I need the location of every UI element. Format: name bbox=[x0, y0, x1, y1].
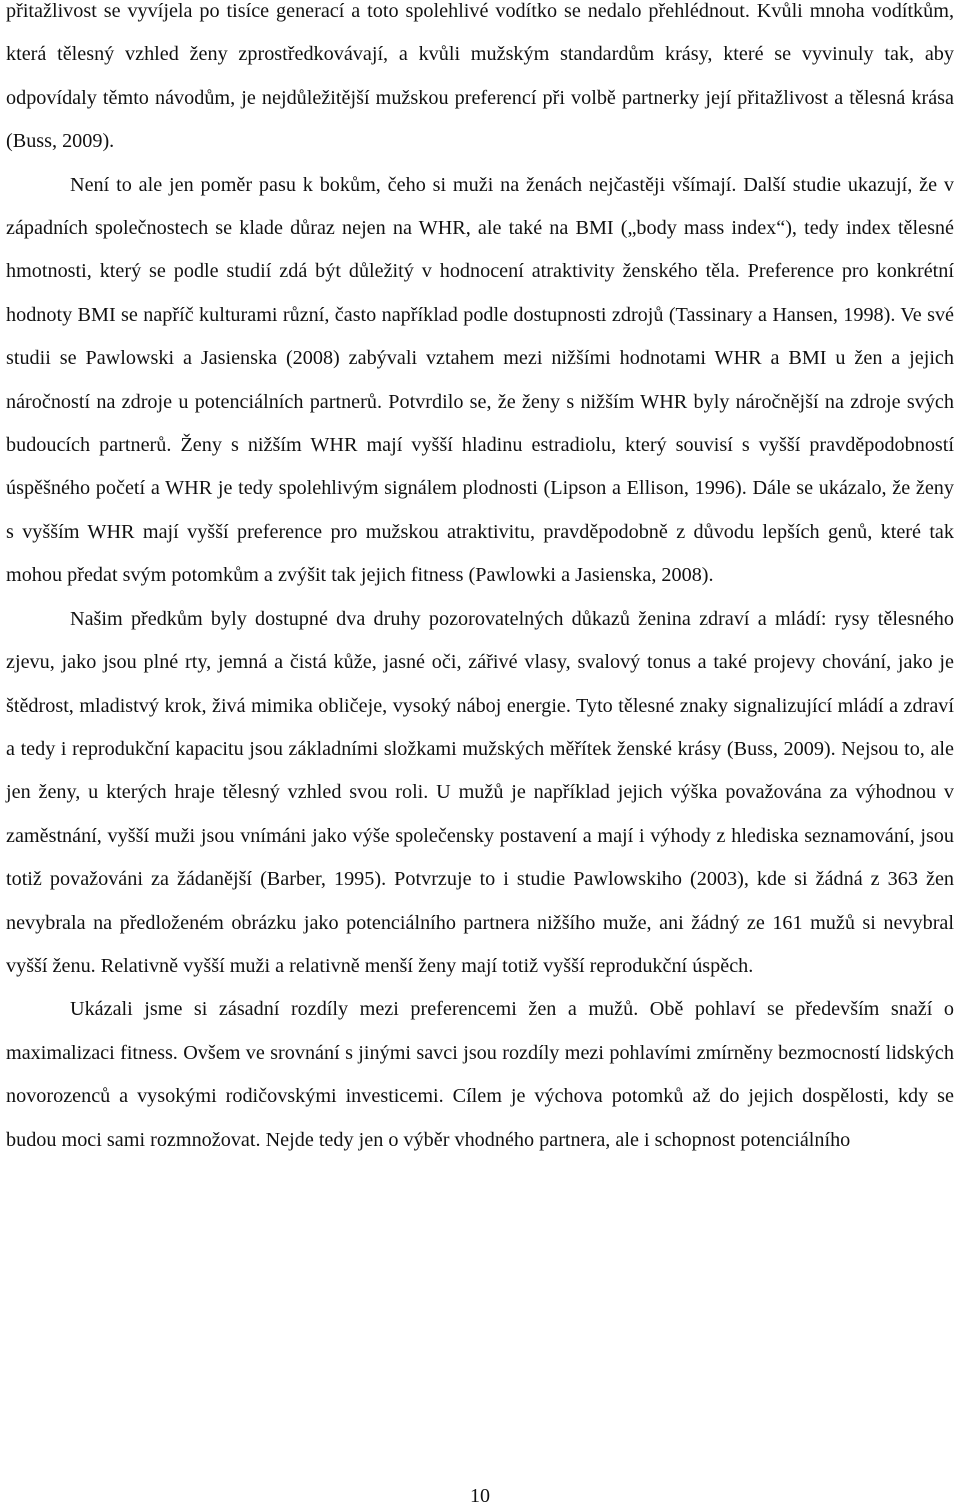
paragraph-differences: Ukázali jsme si zásadní rozdíly mezi preferencemi žen a mužů. Obě pohlaví se především snaží o maximalizaci fitness. Ovšem ve srovnání s jinými savci jsou rozdíly mezi pohlavími zmírněny bezmocností lidských novorozenců a vysokými rodičovskými investicemi. Cílem je výchova potomků až do jejich dospělosti, kdy se budou moci sami rozmnožovat. Nejde tedy jen o výběr vhodného partnera, ale i schopnost potenciálního bbox=[6, 998, 954, 1151]
paragraph-continuation: přitažlivost se vyvíjela po tisíce generací a toto spolehlivé vodítko se nedalo přehlédnout. Kvůli mnoha vodítkům, která tělesný vzhled ženy zprostředkovávají, a kvůli mužským standardům krásy, které se vyvinuly tak, aby odpovídaly těmto návodům, je nejdůležitější mužskou preferencí při volbě partnerky její přitažlivost a tělesná krása (Buss, 2009). bbox=[6, 0, 954, 153]
paragraph-whr-bmi: Není to ale jen poměr pasu k bokům, čeho si muži na ženách nejčastěji všímají. Další studie ukazují, že v západních společnostech se klade důraz nejen na WHR, ale také na BMI („body mass index“), tedy index tělesné hmotnosti, který se podle studií zdá být důležitý v hodnocení atraktivity ženského těla. Preference pro konkrétní hodnoty BMI se napříč kulturami různí, často například podle dostupnosti zdrojů (Tassinary a Hansen, 1998). Ve své studii se Pawlowski a Jasienska (2008) zabývali vztahem mezi nižšími hodnotami WHR a BMI u žen a jejich náročností na zdroje u potenciálních partnerů. Potvrdilo se, že ženy s nižším WHR byly náročnější na zdroje svých budoucích partnerů. Ženy s nižším WHR mají vyšší hladinu estradiolu, který souvisí s vyšší pravděpodobností úspěšného početí a WHR je tedy spolehlivým signálem plodnosti (Lipson a Ellison, 1996). Dále se ukázalo, že ženy s vyšším WHR mají vyšší preference pro mužskou atraktivitu, pravděpodobně z důvodu lepších genů, které tak mohou předat svým potomkům a zvýšit tak jejich fitness (Pawlowki a Jasienska, 2008). bbox=[6, 173, 954, 587]
page-number: 10 bbox=[470, 1485, 490, 1507]
paragraph-health-youth: Našim předkům byly dostupné dva druhy pozorovatelných důkazů ženina zdraví a mládí: rysy tělesného zjevu, jako jsou plné rty, jemná a čistá kůže, jasné oči, zářivé vlasy, svalový tonus a také projevy chování, jako je štědrost, mladistvý krok, živá mimika obličeje, vysoký náboj energie. Tyto tělesné znaky signalizující mládí a zdraví a tedy i reprodukční kapacitu jsou základními složkami mužských měřítek ženské krásy (Buss, 2009). Nejsou to, ale jen ženy, u kterých hraje tělesný vzhled svou roli. U mužů je například jejich výška považována za výhodnou v zaměstnání, vyšší muži jsou vnímáni jako výše společensky postavení a mají i výhody z hlediska seznamování, jsou totiž považováni za žádanější (Barber, 1995). Potvrzuje to i studie Pawlowskiho (2003), kde si žádná z 363 žen nevybrala na předloženém obrázku jako potenciálního partnera nižšího muže, ani žádný ze 161 mužů si nevybral vyšší ženu. Relativně vyšší muži a relativně menší ženy mají totiž vyšší reprodukční úspěch. bbox=[6, 607, 954, 977]
body-text bbox=[6, 0, 954, 1162]
